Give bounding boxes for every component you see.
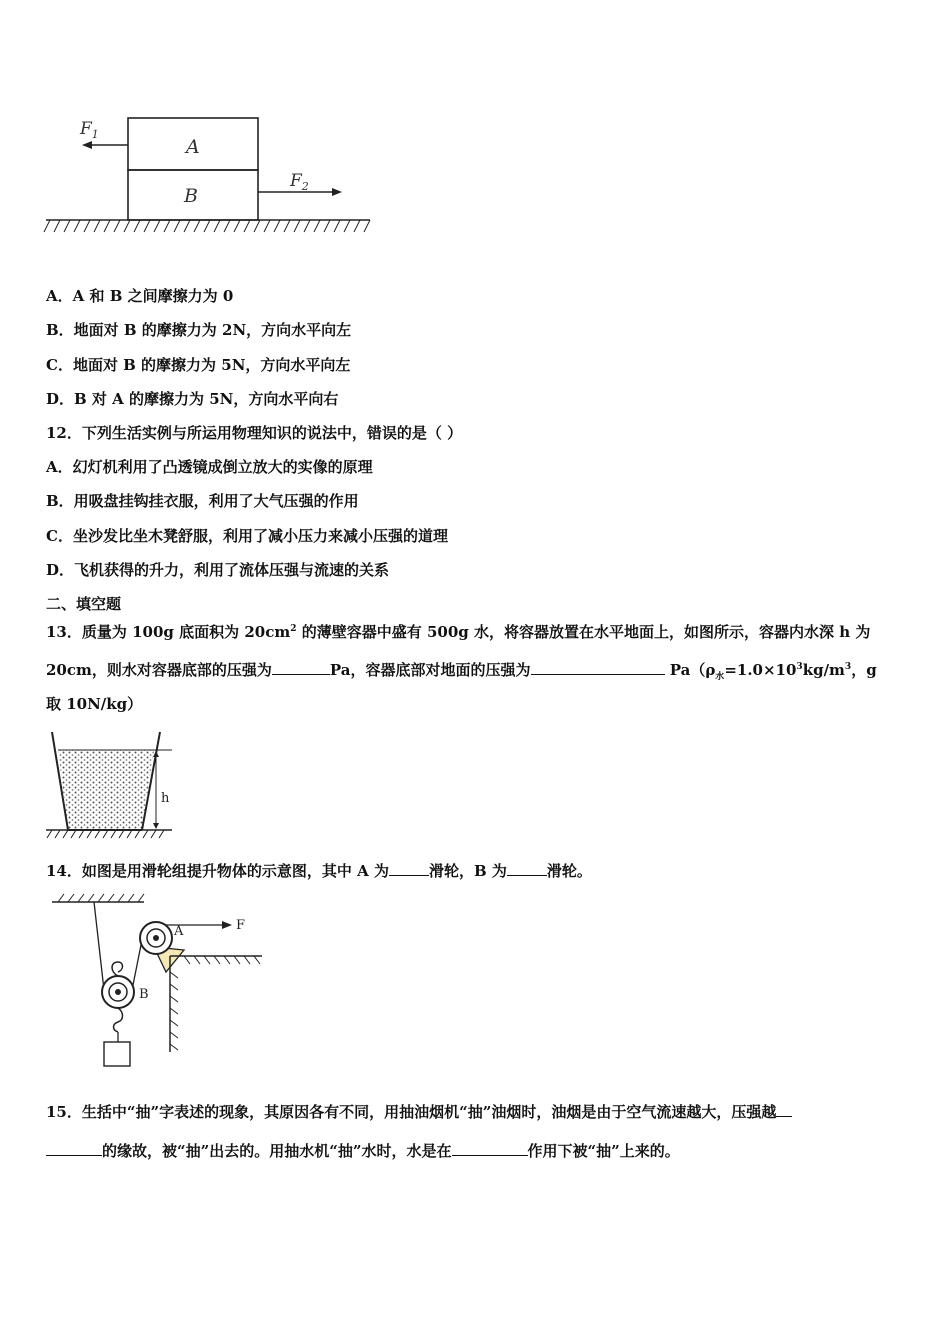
q15-blank-1b[interactable] [46, 1141, 102, 1156]
ground-hatching [44, 220, 370, 232]
q12-option-c: C．坐沙发比坐木凳舒服，利用了减小压力来减小压强的道理 [46, 527, 448, 545]
q13-blank-2[interactable] [531, 660, 665, 675]
pulley-b-axle [115, 989, 121, 995]
q12-stem: 12．下列生活实例与所运用物理知识的说法中，错误的是（ ） [46, 424, 463, 442]
q14-blank-2[interactable] [507, 861, 547, 876]
wall-top-hatching [184, 956, 260, 964]
q15-line-2: 的缘故，被“抽”出去的。用抽水机“抽”水时，水是在 作用下被“抽”上来的。 [46, 1141, 680, 1161]
q14-stem: 14．如图是用滑轮组提升物体的示意图，其中 A 为 滑轮，B 为 滑轮。 [46, 862, 592, 880]
q15-blank-2[interactable] [452, 1141, 528, 1156]
q12-option-b: B．用吸盘挂钩挂衣服，利用了大气压强的作用 [46, 492, 359, 510]
container-ground-hatching [47, 830, 164, 838]
block-b-label: B [184, 185, 198, 207]
q11-option-d: D．B 对 A 的摩擦力为 5N，方向水平向右 [46, 390, 339, 408]
f2-arrowhead [332, 188, 342, 196]
f2-label: $F_2$ [290, 171, 309, 193]
water-body [58, 750, 154, 830]
q11-option-c: C．地面对 B 的摩擦力为 5N，方向水平向左 [46, 356, 351, 374]
pulley-a-label: A [174, 924, 184, 939]
ceiling-hatching [58, 894, 144, 902]
q13-line-1: 13．质量为 100g 底面积为 $20cm^2$ 的薄壁容器中盛有 500g 水，将容器放置在水平地面上，如图所示，容器内水深 h 为 [46, 623, 871, 641]
load-box [104, 1042, 130, 1066]
q15-line-1: 15．生括中“抽”字表述的现象，其原因各有不同，用抽油烟机“抽”油烟时，油烟是由于空气流速越大，压强越 [46, 1102, 792, 1122]
q12-option-a: A．幻灯机利用了凸透镜成倒立放大的实像的原理 [46, 458, 373, 476]
q13-line-2: 20cm，则水对容器底部的压强为 Pa，容器底部对地面的压强为 $Pa(\rho_水=1.0\times 10^3kg/m^3$，g [46, 661, 877, 682]
water-container-figure [44, 726, 174, 844]
q12-option-d: D．飞机获得的升力，利用了流体压强与流速的关系 [46, 561, 390, 579]
wall-side-hatching [170, 972, 178, 1050]
pulley-system-figure [44, 892, 274, 1072]
q13-line-3: 取 10N/kg） [46, 695, 143, 713]
depth-arrow-top [153, 751, 159, 757]
hook-top [112, 962, 123, 976]
section-title-fill-in: 二、填空题 [46, 595, 122, 613]
rope-middle [132, 940, 142, 990]
q15-blank-1a[interactable] [776, 1102, 792, 1117]
f1-label: $F_1$ [80, 119, 99, 141]
hook-bottom [114, 1008, 123, 1032]
depth-label-h: h [161, 791, 170, 806]
q11-option-a: A．A 和 B 之间摩擦力为 0 [46, 287, 234, 305]
stacked-blocks-figure [40, 110, 380, 240]
pulley-b-label: B [139, 987, 149, 1002]
depth-arrow-bottom [153, 823, 159, 829]
force-arrowhead [222, 921, 232, 929]
block-a-label: A [186, 136, 200, 158]
q11-option-b: B．地面对 B 的摩擦力为 2N，方向水平向左 [46, 321, 352, 339]
rope-left [94, 902, 104, 990]
force-label-f: F [236, 918, 246, 933]
q14-blank-1[interactable] [389, 861, 429, 876]
f1-arrowhead [82, 141, 92, 149]
pulley-a-axle [153, 935, 159, 941]
q13-blank-1[interactable] [272, 660, 330, 675]
